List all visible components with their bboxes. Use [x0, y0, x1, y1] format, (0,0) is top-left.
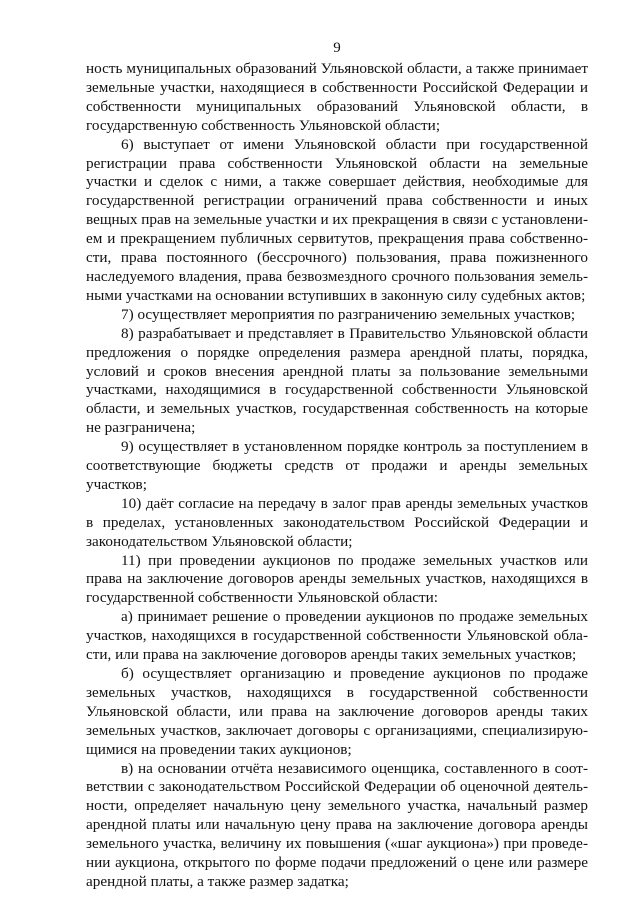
- paragraph-subitem-v: в) на основании отчёта независимого оценщика, составленного в соответствии с законодательством Российской Федерации об оценочной деятельности, определяет начальную цену земельного участка, начальный размер арендной платы или начальную цену права на заключение договора аренды земельного участка, величину их повышения («шаг аукциона») при проведении аукциона, открытого по форме подачи предложений о цене или размере арендной платы, а также размер задатка;: [86, 759, 588, 890]
- paragraph-continuation: ность муниципальных образований Ульяновской области, а также принимает земельные участки, находящиеся в собственности Российской Федерации и собственности муниципальных образований Ульяновской области, в государственную собственность Ульяновской области;: [86, 60, 588, 134]
- paragraph-subitem-b: б) осуществляет организацию и проведение аукционов по продаже земельных участков, находящихся в государственной собственности Ульяновской области, или права на заключение договоров аренды таких земельных участков, заключает договоры с организациями, специализирующимися на проведении таких аукционов;: [86, 665, 588, 758]
- paragraph-item-11: 11) при проведении аукционов по продаже земельных участков или права на заключение договоров аренды земельных участков, находящихся в государственной собственности Ульяновской области:: [86, 551, 588, 607]
- paragraph-item-7: 7) осуществляет мероприятия по разграничению земельных участков;: [121, 305, 576, 323]
- paragraph-item-8: 8) разрабатывает и представляет в Правительство Ульяновской области предложения о порядке определения размера арендной платы, порядка, условий и сроков внесения арендной платы за пользование земельными участками, находящимися в государственной собственности Ульяновской области, и земельных участков, государственная собственность на которые не разграничена;: [86, 324, 588, 437]
- paragraph-item-10: 10) даёт согласие на передачу в залог прав аренды земельных участков в пределах, установленных законодательством Российской Федерации и законодательством Ульяновской области;: [86, 494, 588, 550]
- paragraph-item-9: 9) осуществляет в установленном порядке контроль за поступлением в соответствующие бюджеты средств от продажи и аренды земельных участков;: [86, 438, 588, 493]
- page-number: 9: [333, 40, 341, 56]
- paragraph-subitem-a: а) принимает решение о проведении аукционов по продаже земельных участков, находящихся в государственной собственности Ульяновской области, или права на заключение договоров аренды таких земельных участков;: [86, 608, 588, 664]
- paragraph-item-6: 6) выступает от имени Ульяновской области при государственной регистрации права собственности Ульяновской области на земельные участки и сделок с ними, а также совершает действия, необходимые для государственной регистрации ограничений права собственности и иных вещных прав на земельные участки и их прекращения в связи с установлением и прекращением публичных сервитутов, прекращения права собственности, права постоянного (бессрочного) пользования, права пожизненного наследуемого владения, права безвозмездного срочного пользования земельными участками на основании вступивших в законную силу судебных актов;: [86, 135, 588, 304]
